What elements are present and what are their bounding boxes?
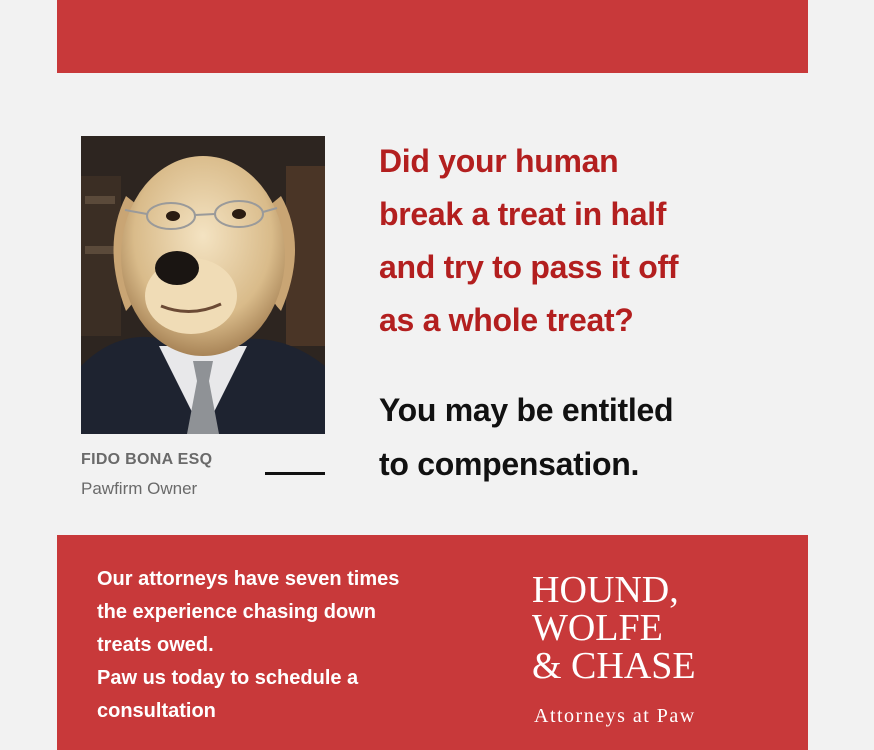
pitch-text [97, 563, 497, 728]
question-line: Did your human [379, 143, 619, 179]
divider-line [265, 472, 325, 475]
ad-frame [57, 0, 808, 750]
answer-line: You may be entitled [379, 392, 674, 428]
firm-logo [532, 571, 696, 685]
headline-question [379, 135, 779, 347]
pitch-line: Paw us today to schedule a [97, 667, 359, 689]
answer-line: to compensation. [379, 446, 640, 482]
headline-answer [379, 383, 799, 491]
question-line: as a whole treat? [379, 302, 634, 338]
attorney-name: FIDO BONA ESQ [81, 451, 213, 468]
dog-lawyer-photo [81, 136, 325, 434]
bottom-band [57, 535, 808, 750]
question-line: and try to pass it off [379, 249, 679, 285]
pitch-line: consultation [97, 700, 216, 722]
pitch-line: Our attorneys have seven times [97, 568, 400, 590]
attorney-role: Pawfirm Owner [81, 479, 198, 498]
top-band [57, 0, 808, 73]
firm-tagline: Attorneys at Paw [534, 705, 696, 727]
question-line: break a treat in half [379, 196, 667, 232]
logo-line: HOUND, [532, 569, 679, 611]
logo-line: & CHASE [532, 645, 696, 687]
pitch-line: treats owed. [97, 634, 214, 656]
pitch-line: the experience chasing down [97, 601, 376, 623]
logo-line: WOLFE [532, 607, 663, 649]
